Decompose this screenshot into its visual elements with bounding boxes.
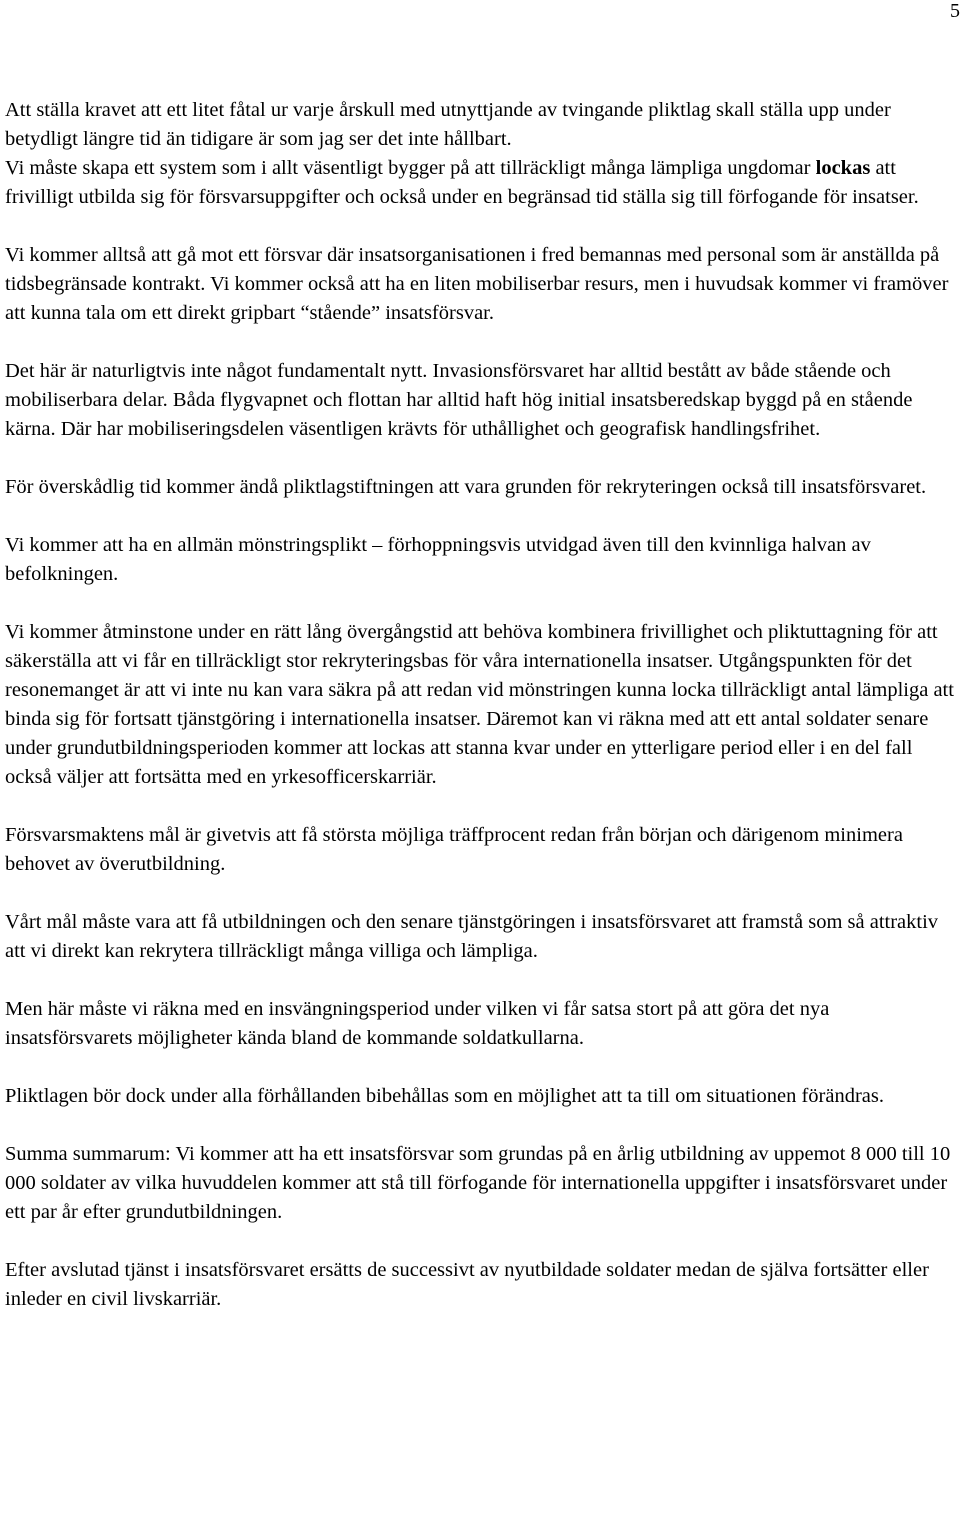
emphasized-word: lockas [815,157,871,179]
paragraph-6: Vi kommer att ha en allmän mönstringsplikt – förhoppningsvis utvidgad även till den kvinnliga halvan av befolkningen. [5,534,871,585]
paragraph-13: Efter avslutad tjänst i insatsförsvaret ersätts de successivt av nyutbildade soldater medan de själva fortsätter eller inleder en civil livskarriär. [5,1259,929,1310]
paragraph-10: Men här måste vi räkna med en insvängningsperiod under vilken vi får satsa stort på att göra det nya insatsförsvarets möjligheter kända bland de kommande soldatkullarna. [5,998,830,1049]
paragraph-9: Vårt mål måste vara att få utbildningen och den senare tjänstgöringen i insatsförsvaret att framstå som så attraktiv att vi direkt kan rekrytera tillräckligt många villiga och lämpliga. [5,911,939,962]
paragraph-12: Summa summarum: Vi kommer att ha ett insatsförsvar som grundas på en årlig utbildning av uppemot 8 000 till 10 000 soldater av vilka huvuddelen kommer att stå till förfogande för internationella uppgifter i insatsförsvaret under ett par år efter grundutbildningen. [5,1143,951,1223]
paragraph-11: Pliktlagen bör dock under alla förhållanden bibehållas som en möjlighet att ta till om situationen förändras. [5,1085,884,1107]
paragraph-3: Vi kommer alltså att gå mot ett försvar där insatsorganisationen i fred bemannas med personal som är anställda på tidsbegränsade kontrakt. Vi kommer också att ha en liten mobiliserbar resurs, men i huvudsak kommer vi framöver att kunna tala om ett direkt gripbart “stående” insatsförsvar. [5,244,949,324]
paragraph-7: Vi kommer åtminstone under en rätt lång övergångstid att behöva kombinera frivillighet och pliktuttagning för att säkerställa att vi får en tillräckligt stor rekryteringsbas för våra internationella insatser. Utgångspunkten för det resonemanget är att vi inte nu kan vara säkra på att redan vid mönstringen kunna locka tillräckligt antal lämpliga att binda sig för fortsatt tjänstgöring i internationella insatser. Däremot kan vi räkna med att ett antal soldater senare under grundutbildningsperioden kommer att lockas att stanna kvar under en ytterligare period eller i en del fall också väljer att fortsätta med en yrkesofficerskarriär. [5,621,954,788]
paragraph-8: Försvarsmaktens mål är givetvis att få största möjliga träffprocent redan från början och därigenom minimera behovet av överutbildning. [5,824,903,875]
paragraph-5: För överskådlig tid kommer ändå pliktlagstiftningen att vara grunden för rekryteringen också till insatsförsvaret. [5,476,927,498]
paragraph-2-text-after: att frivilligt utbilda sig för försvarsuppgifter och också under en begränsad tid ställa sig till förfogande för insatser. [5,157,919,208]
paragraph-4: Det här är naturligtvis inte något fundamentalt nytt. Invasionsförsvaret har alltid bestått av både stående och mobiliserbara delar. Båda flygvapnet och flottan har alltid haft hög initial insatsberedskap byggd på en stående kärna. Där har mobiliseringsdelen väsentligen krävts för uthållighet och geografisk handlingsfrihet. [5,360,913,440]
document-body [5,96,959,1343]
page-number: 5 [950,0,960,22]
paragraph-1: Att ställa kravet att ett litet fåtal ur varje årskull med utnyttjande av tvingande pliktlag skall ställa upp under betydligt längre tid än tidigare är som jag ser det inte hållbart. [5,99,891,150]
paragraph-2 [5,154,959,212]
paragraph-2-text-before: Vi måste skapa ett system som i allt väsentligt bygger på att tillräckligt många lämpliga ungdomar [5,157,816,179]
